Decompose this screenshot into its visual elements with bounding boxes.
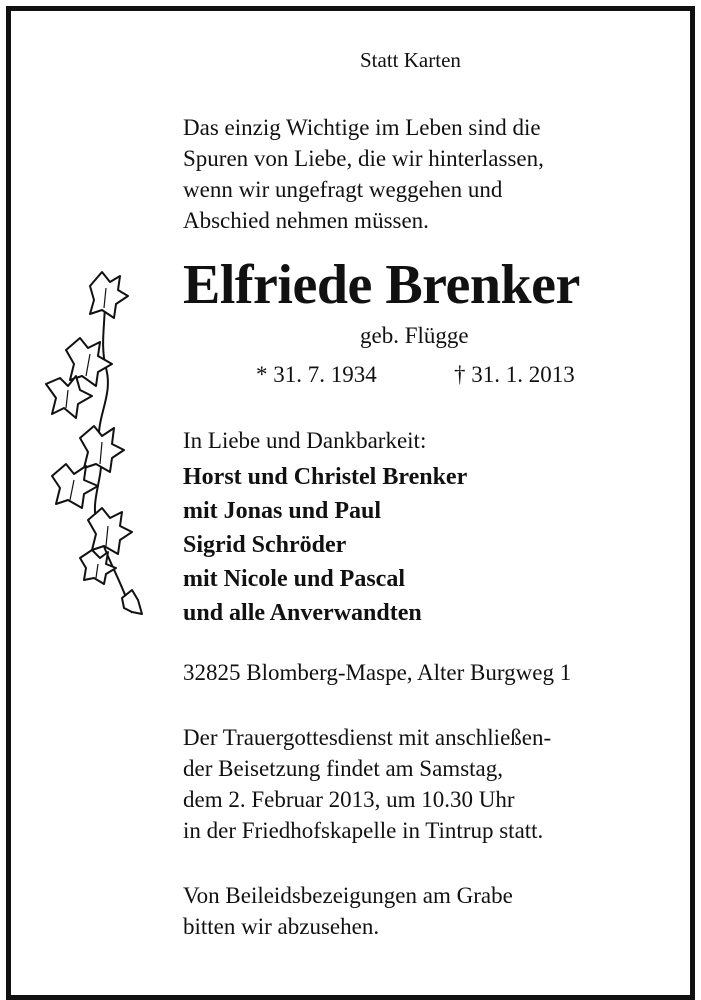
service-line: Der Trauergottesdienst mit anschließen- [183, 725, 552, 750]
quote-line: Spuren von Liebe, die wir hinterlassen, [183, 146, 544, 171]
notice-header: Statt Karten [360, 48, 461, 72]
maiden-name: geb. Flügge [360, 323, 469, 348]
quote-line: Abschied nehmen müssen. [183, 208, 429, 233]
mourner-line: Horst und Christel Brenker [183, 464, 468, 490]
quote-line: Das einzig Wichtige im Leben sind die [183, 115, 541, 140]
quote-line: wenn wir ungefragt weggehen und [183, 177, 503, 202]
condolence-line: bitten wir abzusehen. [183, 914, 380, 939]
family-address: 32825 Blomberg-Maspe, Alter Burgweg 1 [183, 660, 572, 685]
mourner-line: mit Nicole und Pascal [183, 566, 405, 592]
service-line: in der Friedhofskapelle in Tintrup statt. [183, 818, 544, 843]
thanks-intro: In Liebe und Dankbarkeit: [183, 428, 427, 453]
condolence-note [183, 880, 513, 942]
death-date: † 31. 1. 2013 [454, 362, 575, 387]
birth-date: * 31. 7. 1934 [256, 362, 377, 387]
memorial-quote [183, 112, 544, 236]
deceased-name: Elfriede Brenker [183, 254, 580, 316]
mourners-list [183, 460, 467, 630]
mourner-line: und alle Anverwandten [183, 600, 422, 626]
mourner-line: mit Jonas und Paul [183, 498, 382, 524]
mourner-line: Sigrid Schröder [183, 532, 347, 558]
funeral-service-info [183, 722, 551, 846]
condolence-line: Von Beileidsbezeigungen am Grabe [183, 883, 513, 908]
service-line: dem 2. Februar 2013, um 10.30 Uhr [183, 787, 515, 812]
ivy-vine-icon [40, 268, 150, 628]
service-line: der Beisetzung findet am Samstag, [183, 756, 504, 781]
